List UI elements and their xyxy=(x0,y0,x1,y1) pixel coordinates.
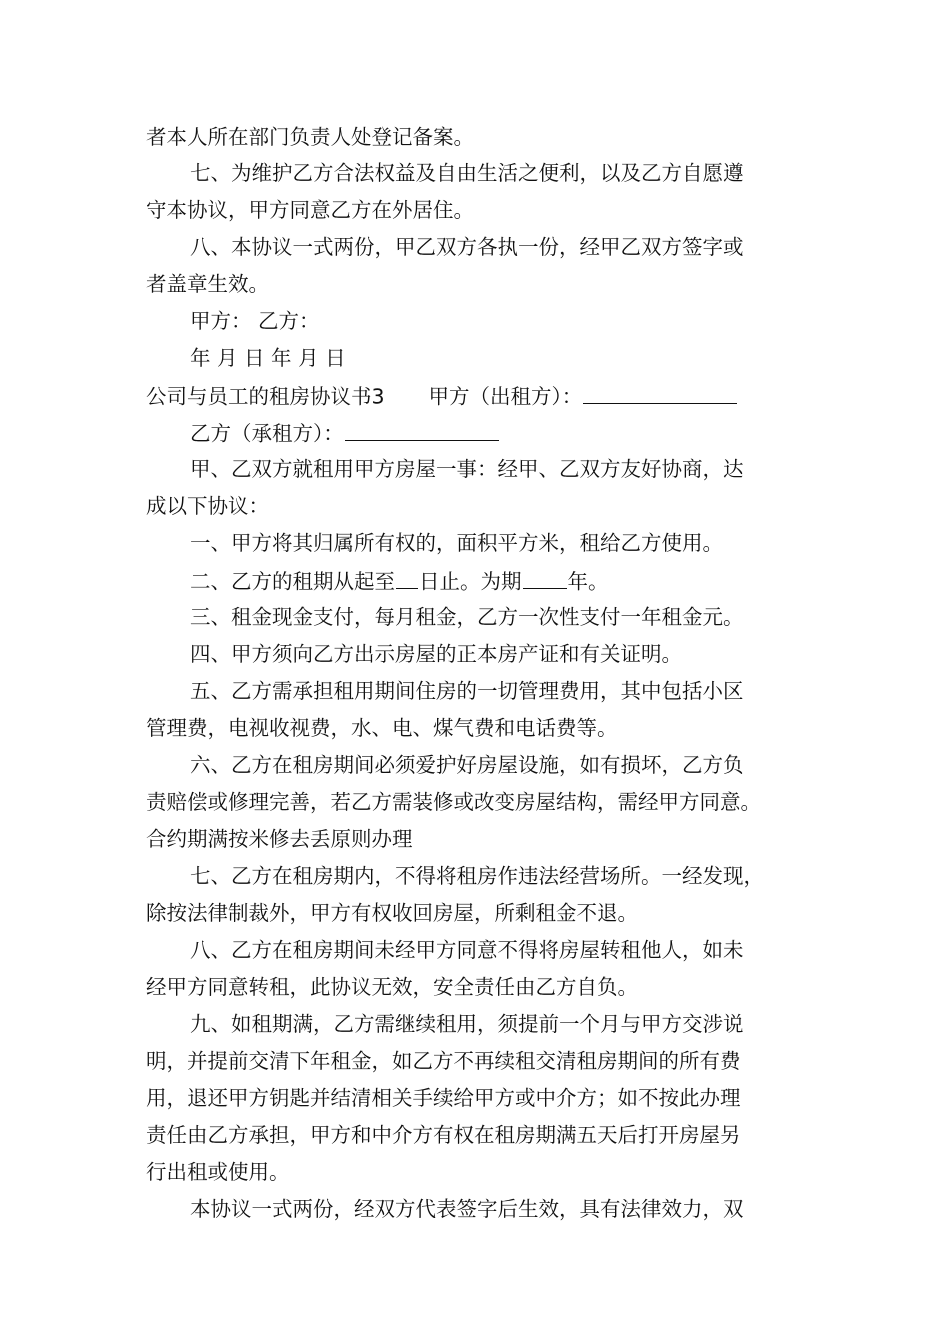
term-years-blank xyxy=(523,567,567,589)
text-line: 者盖章生效。 xyxy=(146,272,269,296)
lease-term-text: 年。 xyxy=(567,569,609,594)
text-line: 六、乙方在租房期间必须爱护好房屋设施，如有损坏，乙方负 xyxy=(190,753,744,777)
text-line: 责赔偿或修理完善，若乙方需装修或改变房屋结构，需经甲方同意。 xyxy=(146,790,761,814)
text-line: 本协议一式两份，经双方代表签字后生效，具有法律效力，双 xyxy=(190,1197,744,1221)
lease-term-text: 二、乙方的租期从起至 xyxy=(190,569,395,594)
text-line: 九、如租期满，乙方需继续租用，须提前一个月与甲方交涉说 xyxy=(190,1012,744,1036)
end-date-blank xyxy=(396,567,418,589)
lessee-line xyxy=(190,419,500,447)
text-line: 者本人所在部门负责人处登记备案。 xyxy=(146,125,474,149)
text-line: 明，并提前交清下年租金，如乙方不再续租交清租房期间的所有费 xyxy=(146,1049,741,1073)
text-line: 甲、乙双方就租用甲方房屋一事：经甲、乙双方友好协商，达 xyxy=(190,457,744,481)
text-line: 八、乙方在租房期间未经甲方同意不得将房屋转租他人，如未 xyxy=(190,938,744,962)
lessee-label: 乙方（承租方）： xyxy=(190,421,344,446)
signature-parties-line: 甲方： 乙方： xyxy=(190,309,320,333)
text-line: 用，退还甲方钥匙并结清相关手续给甲方或中介方；如不按此办理 xyxy=(146,1086,741,1110)
text-line: 除按法律制裁外，甲方有权收回房屋，所剩租金不退。 xyxy=(146,901,638,925)
text-line: 七、为维护乙方合法权益及自由生活之便利，以及乙方自愿遵 xyxy=(190,161,744,185)
text-line: 七、乙方在租房期内，不得将租房作违法经营场所。一经发现， xyxy=(190,864,764,888)
section-title: 公司与员工的租房协议书3 xyxy=(146,384,385,409)
lease-term-text: 日止。为期 xyxy=(419,569,522,594)
text-line: 成以下协议： xyxy=(146,494,269,518)
text-line: 五、乙方需承担租用期间住房的一切管理费用，其中包括小区 xyxy=(190,679,744,703)
lessor-label: 甲方（出租方）： xyxy=(428,384,583,409)
text-line: 三、租金现金支付，每月租金，乙方一次性支付一年租金元。 xyxy=(190,605,744,629)
text-line: 合约期满按米修去丢原则办理 xyxy=(146,827,413,851)
text-line: 管理费，电视收视费，水、电、煤气费和电话费等。 xyxy=(146,716,618,740)
text-line: 行出租或使用。 xyxy=(146,1160,290,1184)
text-line: 一、甲方将其归属所有权的，面积平方米，租给乙方使用。 xyxy=(190,531,723,555)
text-line: 经甲方同意转租，此协议无效，安全责任由乙方自负。 xyxy=(146,975,638,999)
text-line: 责任由乙方承担，甲方和中介方有权在租房期满五天后打开房屋另 xyxy=(146,1123,741,1147)
signature-date-line: 年 月 日 年 月 日 xyxy=(190,346,346,370)
lessee-blank xyxy=(345,419,499,441)
section-heading-line xyxy=(146,382,738,410)
text-line: 守本协议，甲方同意乙方在外居住。 xyxy=(146,198,474,222)
text-line: 八、本协议一式两份，甲乙双方各执一份，经甲乙双方签字或 xyxy=(190,235,744,259)
lessor-blank xyxy=(583,382,737,404)
lease-term-line xyxy=(190,567,609,595)
text-line: 四、甲方须向乙方出示房屋的正本房产证和有关证明。 xyxy=(190,642,682,666)
